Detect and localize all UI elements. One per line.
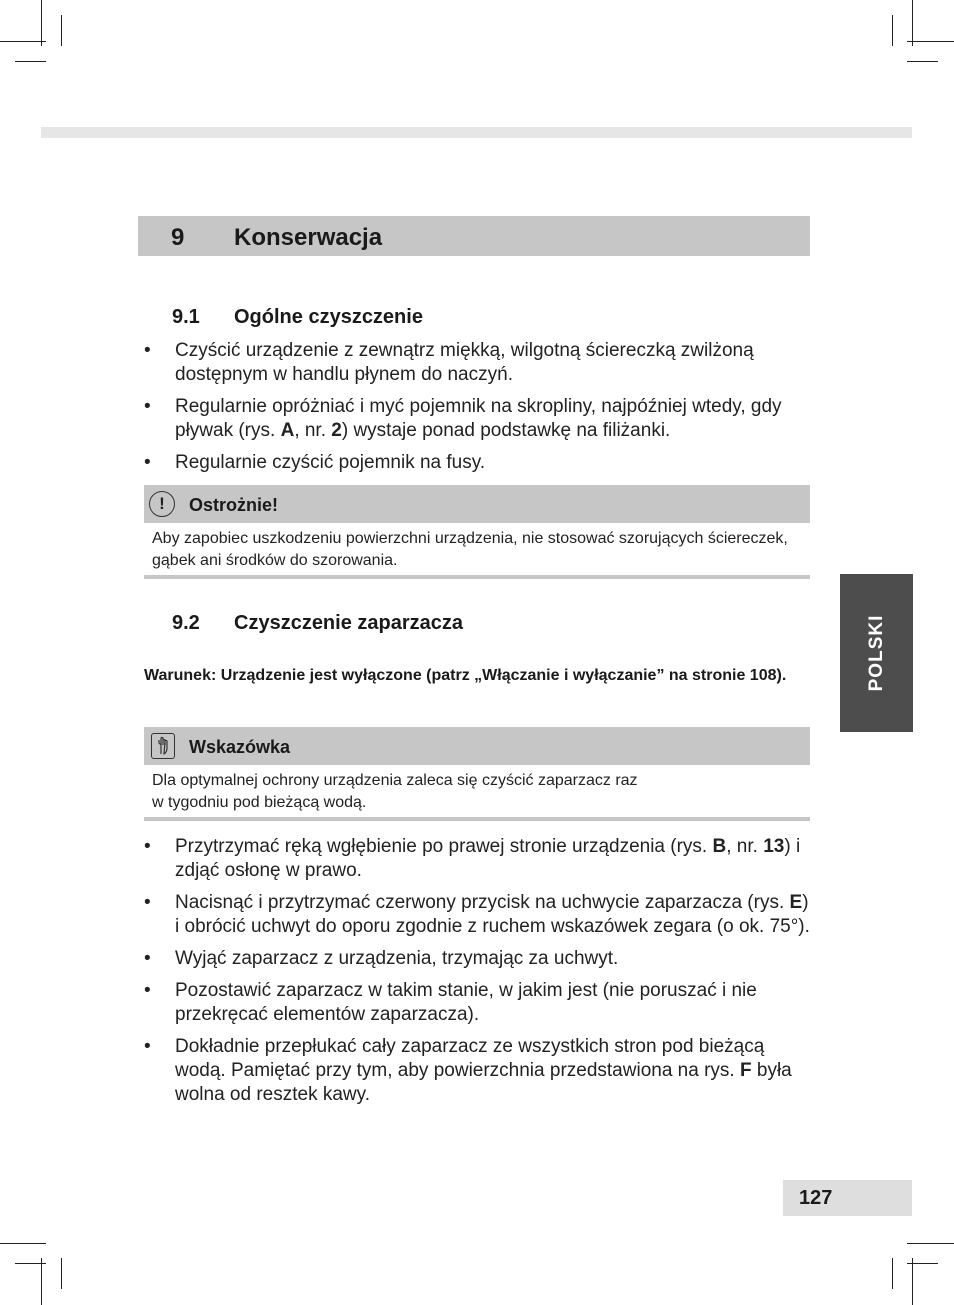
figure-ref: B bbox=[712, 836, 727, 857]
bullet-icon: • bbox=[144, 980, 151, 1001]
section-number: 9.2 bbox=[172, 612, 200, 634]
list-item: • Wyjąć zaparzacz z urządzenia, trzymając za uchwyt. bbox=[144, 948, 619, 969]
crop-mark bbox=[15, 61, 46, 62]
hand-icon bbox=[151, 733, 175, 759]
crop-mark bbox=[41, 1258, 42, 1305]
crop-mark bbox=[912, 0, 913, 46]
bullet-icon: • bbox=[144, 1036, 151, 1057]
figure-ref: A bbox=[280, 420, 295, 441]
tip-text-line: Dla optymalnej ochrony urządzenia zaleca się czyścić zaparzacz raz bbox=[152, 772, 638, 789]
item-ref: 13 bbox=[763, 836, 785, 857]
crop-mark bbox=[61, 15, 62, 46]
bullet-list bbox=[144, 835, 810, 1115]
bullet-list bbox=[144, 339, 794, 483]
list-item: • Dokładnie przepłukać cały zaparzacz ze wszystkich stron pod bieżącą wodą. Pamiętać przy tym, aby powierzchnia przedstawiona na rys. F była wolna od resztek kawy. bbox=[144, 1036, 792, 1105]
crop-mark bbox=[61, 1258, 62, 1289]
crop-mark bbox=[41, 0, 42, 46]
header-bar bbox=[41, 127, 912, 138]
item-ref: 2 bbox=[331, 420, 342, 441]
bullet-icon: • bbox=[144, 948, 151, 969]
crop-mark bbox=[892, 1258, 893, 1289]
section-title: Ogólne czyszczenie bbox=[234, 306, 423, 328]
crop-mark bbox=[0, 1243, 46, 1244]
list-item: • Czyścić urządzenie z zewnątrz miękką, wilgotną ściereczką zwilżoną dostępnym w handlu płynem do naczyń. bbox=[144, 340, 754, 385]
caution-box bbox=[144, 485, 810, 579]
tip-text-line: w tygodniu pod bieżącą wodą. bbox=[152, 794, 367, 811]
bullet-icon: • bbox=[144, 340, 151, 361]
crop-mark bbox=[907, 61, 938, 62]
section-title: Czyszczenie zaparzacza bbox=[234, 612, 464, 634]
crop-mark bbox=[892, 15, 893, 46]
language-tab-label: POLSKI bbox=[865, 614, 887, 692]
exclamation-icon: ! bbox=[149, 491, 175, 517]
bullet-icon: • bbox=[144, 396, 151, 417]
tip-box bbox=[144, 727, 810, 821]
chapter-number: 9 bbox=[171, 224, 185, 251]
crop-mark bbox=[907, 41, 954, 42]
list-item: • Regularnie opróżniać i myć pojemnik na skropliny, najpóźniej wtedy, gdy pływak (rys. A, nr. 2) wystaje ponad podstawkę na filiżanki. bbox=[144, 396, 782, 441]
caution-label: Ostrożnie! bbox=[189, 495, 279, 515]
bullet-icon: • bbox=[144, 892, 151, 913]
language-tab bbox=[840, 574, 913, 732]
bullet-icon: • bbox=[144, 452, 151, 473]
crop-mark bbox=[0, 41, 46, 42]
figure-ref: E bbox=[789, 892, 803, 913]
caution-header bbox=[144, 485, 810, 523]
chapter-heading bbox=[138, 216, 810, 256]
page-number-box bbox=[783, 1180, 912, 1216]
bullet-icon: • bbox=[144, 836, 151, 857]
tip-label: Wskazówka bbox=[189, 737, 291, 757]
list-item: • Nacisnąć i przytrzymać czerwony przycisk na uchwycie zaparzacza (rys. E) i obrócić uchwyt do oporu zgodnie z ruchem wskazówek zegara (o ok. 75°). bbox=[144, 892, 810, 937]
tip-text bbox=[144, 765, 810, 821]
tip-header bbox=[144, 727, 810, 765]
figure-ref: F bbox=[739, 1060, 752, 1081]
precondition-text: Warunek: Urządzenie jest wyłączone (patrz „Włączanie i wyłączanie” na stronie 108). bbox=[144, 667, 787, 684]
page-number: 127 bbox=[799, 1187, 833, 1209]
section-heading bbox=[172, 612, 772, 636]
list-item: • Pozostawić zaparzacz w takim stanie, w jakim jest (nie poruszać i nie przekręcać elementów zaparzacza). bbox=[144, 980, 757, 1025]
list-item: • Regularnie czyścić pojemnik na fusy. bbox=[144, 452, 486, 473]
chapter-title: Konserwacja bbox=[234, 224, 383, 251]
list-item: • Przytrzymać ręką wgłębienie po prawej stronie urządzenia (rys. B, nr. 13) i zdjąć osłonę w prawo. bbox=[144, 836, 801, 881]
caution-text: Aby zapobiec uszkodzeniu powierzchni urządzenia, nie stosować szorujących ściereczek, gąbek ani środków do szorowania. bbox=[144, 523, 810, 579]
section-number: 9.1 bbox=[172, 306, 200, 328]
crop-mark bbox=[907, 1243, 954, 1244]
crop-mark bbox=[912, 1258, 913, 1305]
section-heading bbox=[172, 306, 772, 330]
